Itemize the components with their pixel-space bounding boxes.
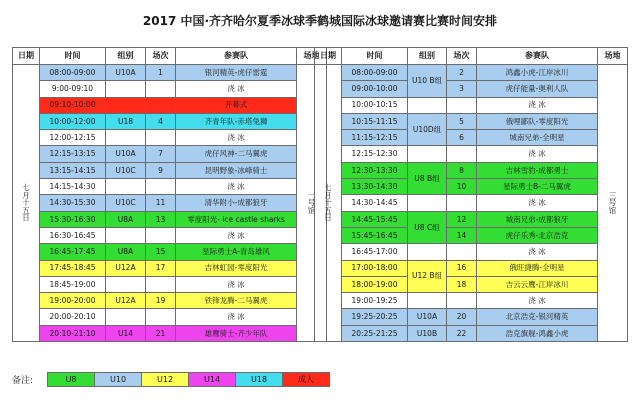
teams-cell: 吉云云鹰-江岸冰川 (477, 276, 598, 292)
time-cell: 20:25-21:25 (342, 325, 408, 341)
teams-cell: 星际勇士B-二马翼虎 (477, 179, 598, 195)
teams-cell: 开幕式 (176, 97, 297, 113)
time-cell: 12:15-13:15 (40, 146, 106, 162)
schedule-row (13, 276, 327, 292)
time-cell: 16:45-17:00 (342, 244, 408, 260)
match-cell (146, 130, 176, 146)
match-cell (447, 146, 477, 162)
teams-cell: 浇 冰 (477, 97, 598, 113)
time-cell: 18:45-19:00 (40, 276, 106, 292)
match-cell: 16 (447, 260, 477, 276)
time-cell: 14:30-14:45 (342, 195, 408, 211)
schedule-row (315, 179, 628, 195)
legend-swatch: U12 (141, 372, 189, 387)
schedule-row (13, 130, 327, 146)
match-cell: 13 (146, 211, 176, 227)
match-cell: 19 (146, 293, 176, 309)
time-cell: 12:15-12:30 (342, 146, 408, 162)
time-cell: 10:15-11:15 (342, 113, 408, 129)
schedule-row (315, 309, 628, 325)
legend-swatch: U14 (188, 372, 236, 387)
teams-cell: 浇 冰 (176, 81, 297, 97)
match-cell: 3 (447, 81, 477, 97)
teams-cell: 浇 冰 (477, 244, 598, 260)
schedule-row (13, 146, 327, 162)
schedule-row (13, 227, 327, 243)
schedule-table-right (314, 47, 628, 342)
date-cell: 七 月 十 五 日 (315, 65, 342, 342)
time-cell: 08:00-09:00 (342, 65, 408, 81)
time-cell: 13:15-14:15 (40, 162, 106, 178)
time-cell: 12:00-12:15 (40, 130, 106, 146)
schedule-row (13, 113, 327, 129)
teams-cell: 俄旺捷腾-全明星 (477, 260, 598, 276)
time-cell: 09:00-10:00 (342, 81, 408, 97)
teams-header: 参赛队 (176, 48, 297, 65)
time-cell: 12:30-13:30 (342, 162, 408, 178)
teams-header: 参赛队 (477, 48, 598, 65)
header-row (315, 48, 628, 65)
time-cell: 19:00-19:25 (342, 293, 408, 309)
group-cell (106, 97, 146, 113)
teams-cell: 虎仔风神-二马翼虎 (176, 146, 297, 162)
schedule-row (13, 195, 327, 211)
teams-cell: 城南兄弟-成都狼牙 (477, 211, 598, 227)
group-cell: U8A (106, 244, 146, 260)
group-cell (408, 293, 447, 309)
match-cell: 11 (146, 195, 176, 211)
time-cell: 09:10-10:00 (40, 97, 106, 113)
time-cell: 11:15-12:15 (342, 130, 408, 146)
group-cell (106, 81, 146, 97)
schedule-row (315, 97, 628, 113)
group-cell (408, 97, 447, 113)
group-cell: U10A (106, 146, 146, 162)
schedule-row (13, 97, 327, 113)
time-cell: 20:10-21:10 (40, 325, 106, 341)
schedule-row (315, 227, 628, 243)
time-cell: 14:15-14:30 (40, 179, 106, 195)
time-cell: 17:45-18:45 (40, 260, 106, 276)
time-cell: 19:25-20:25 (342, 309, 408, 325)
teams-cell: 银河精英-虎仔雷霆 (176, 65, 297, 81)
teams-cell: 浇 冰 (477, 293, 598, 309)
teams-cell: 鸿鑫小虎-江岸冰川 (477, 65, 598, 81)
group-header: 组别 (408, 48, 447, 65)
teams-cell: 齐青年队-赤塔兔狮 (176, 113, 297, 129)
match-cell (447, 244, 477, 260)
time-cell: 08:00-09:00 (40, 65, 106, 81)
group-cell: U12A (106, 293, 146, 309)
schedule-row (315, 325, 628, 341)
date-header: 日期 (13, 48, 40, 65)
match-cell (447, 97, 477, 113)
teams-cell: 浇 冰 (176, 130, 297, 146)
schedule-row (13, 244, 327, 260)
group-cell (106, 276, 146, 292)
match-cell (146, 81, 176, 97)
time-cell: 13:30-14:30 (342, 179, 408, 195)
match-cell (146, 179, 176, 195)
legend-swatch: U18 (235, 372, 283, 387)
time-cell: 10:00-12:00 (40, 113, 106, 129)
match-cell (447, 195, 477, 211)
match-cell (146, 227, 176, 243)
schedule-row (315, 130, 628, 146)
teams-cell: 浇 冰 (477, 146, 598, 162)
time-cell: 14:45-15:45 (342, 211, 408, 227)
time-cell: 15:45-16:45 (342, 227, 408, 243)
teams-cell: 浇 冰 (176, 179, 297, 195)
group-header: 组别 (106, 48, 146, 65)
teams-cell: 虎仔乐秀-北京浩克 (477, 227, 598, 243)
group-cell (408, 195, 447, 211)
schedule-table-left (12, 47, 327, 342)
schedule-row (13, 325, 327, 341)
teams-cell: 北京浩克-银河精英 (477, 309, 598, 325)
group-cell: U10A (408, 309, 447, 325)
schedule-row (315, 113, 628, 129)
schedule-row (13, 81, 327, 97)
schedule-row (13, 260, 327, 276)
schedule-row (13, 293, 327, 309)
match-cell: 9 (146, 162, 176, 178)
match-cell: 18 (447, 276, 477, 292)
date-header: 日期 (315, 48, 342, 65)
teams-cell: 星际勇士A-青岛雄风 (176, 244, 297, 260)
schedule-row (315, 276, 628, 292)
group-cell: U10 B组 (408, 65, 447, 98)
header-row (13, 48, 327, 65)
match-header: 场次 (146, 48, 176, 65)
time-header: 时间 (342, 48, 408, 65)
match-cell: 1 (146, 65, 176, 81)
group-cell: U10B (408, 325, 447, 341)
match-cell: 15 (146, 244, 176, 260)
schedule-row (13, 179, 327, 195)
time-cell: 15:30-16:30 (40, 211, 106, 227)
match-cell: 4 (146, 113, 176, 129)
legend-swatch: U8 (47, 372, 95, 387)
teams-cell: 浇 冰 (477, 195, 598, 211)
teams-cell: 俄哩鄙队-零度阳光 (477, 113, 598, 129)
teams-cell: 昆明野象-冰峰骑士 (176, 162, 297, 178)
time-cell: 16:30-16:45 (40, 227, 106, 243)
time-header: 时间 (40, 48, 106, 65)
legend-swatch: 成人 (282, 372, 330, 387)
time-cell: 14:30-15:30 (40, 195, 106, 211)
time-cell: 17:00-18:00 (342, 260, 408, 276)
teams-cell: 吉林虹园-零度阳光 (176, 260, 297, 276)
group-cell: U18 (106, 113, 146, 129)
match-cell: 20 (447, 309, 477, 325)
legend-label: 备注: (12, 376, 34, 386)
teams-cell: 清华附小-成都狼牙 (176, 195, 297, 211)
group-cell: U12 B组 (408, 260, 447, 293)
schedule-row (315, 65, 628, 81)
time-cell: 19:00-20:00 (40, 293, 106, 309)
teams-cell: 城南兄弟-全明星 (477, 130, 598, 146)
date-cell: 七 月 十 五 日 (13, 65, 40, 342)
group-cell (106, 130, 146, 146)
time-cell: 10:00-10:15 (342, 97, 408, 113)
match-cell: 5 (447, 113, 477, 129)
time-cell: 20:00-20:10 (40, 309, 106, 325)
schedule-row (13, 211, 327, 227)
match-cell: 6 (447, 130, 477, 146)
page-title: 2017 中国·齐齐哈尔夏季冰球季鹤城国际冰球邀请赛比赛时间安排 (142, 14, 498, 28)
group-cell: U14 (106, 325, 146, 341)
match-cell: 10 (447, 179, 477, 195)
group-cell: U8 C组 (408, 211, 447, 244)
match-cell: 7 (146, 146, 176, 162)
teams-cell: 零度阳光- ice castle sharks (176, 211, 297, 227)
match-cell: 17 (146, 260, 176, 276)
match-cell (146, 97, 176, 113)
group-cell: U12A (106, 260, 146, 276)
match-cell: 21 (146, 325, 176, 341)
match-header: 场次 (447, 48, 477, 65)
match-cell: 22 (447, 325, 477, 341)
match-cell: 12 (447, 211, 477, 227)
teams-cell: 吉林雪豹-成都勇士 (477, 162, 598, 178)
schedule-row (315, 211, 628, 227)
teams-cell: 浇 冰 (176, 276, 297, 292)
teams-cell: 浇 冰 (176, 227, 297, 243)
match-cell: 14 (447, 227, 477, 243)
schedule-row (13, 65, 327, 81)
time-cell: 16:45-17:45 (40, 244, 106, 260)
venue-header: 场地 (297, 48, 327, 65)
match-cell: 8 (447, 162, 477, 178)
teams-cell: 浇 冰 (176, 309, 297, 325)
teams-cell: 铁锋龙腾-二马翼虎 (176, 293, 297, 309)
venue-cell: 三 号 馆 (598, 65, 628, 342)
match-cell (447, 293, 477, 309)
schedule-row (315, 260, 628, 276)
group-cell (106, 309, 146, 325)
group-cell (408, 244, 447, 260)
time-cell: 9:00-09:10 (40, 81, 106, 97)
schedule-row (315, 81, 628, 97)
venue-header: 场地 (598, 48, 628, 65)
group-cell: U8A (106, 211, 146, 227)
schedule-row (315, 293, 628, 309)
time-cell: 18:00-19:00 (342, 276, 408, 292)
group-cell: U8 B组 (408, 162, 447, 195)
schedule-row (315, 244, 628, 260)
schedule-row (315, 146, 628, 162)
legend-swatch: U10 (94, 372, 142, 387)
match-cell (146, 309, 176, 325)
group-cell: U10C (106, 162, 146, 178)
schedule-row (315, 162, 628, 178)
group-cell (106, 227, 146, 243)
teams-cell: 虎仔能量-奥利人队 (477, 81, 598, 97)
teams-cell: 浩克旗舰-鸿鑫小虎 (477, 325, 598, 341)
schedule-row (315, 195, 628, 211)
group-cell: U10C (106, 195, 146, 211)
teams-cell: 雄鹰骑士-齐少年队 (176, 325, 297, 341)
venue-cell: 一 号 馆 (297, 65, 327, 342)
legend (12, 372, 329, 387)
group-cell (106, 179, 146, 195)
schedule-row (13, 309, 327, 325)
group-cell: U10D组 (408, 113, 447, 146)
match-cell (146, 276, 176, 292)
group-cell: U10A (106, 65, 146, 81)
schedule-row (13, 162, 327, 178)
group-cell (408, 146, 447, 162)
match-cell: 2 (447, 65, 477, 81)
